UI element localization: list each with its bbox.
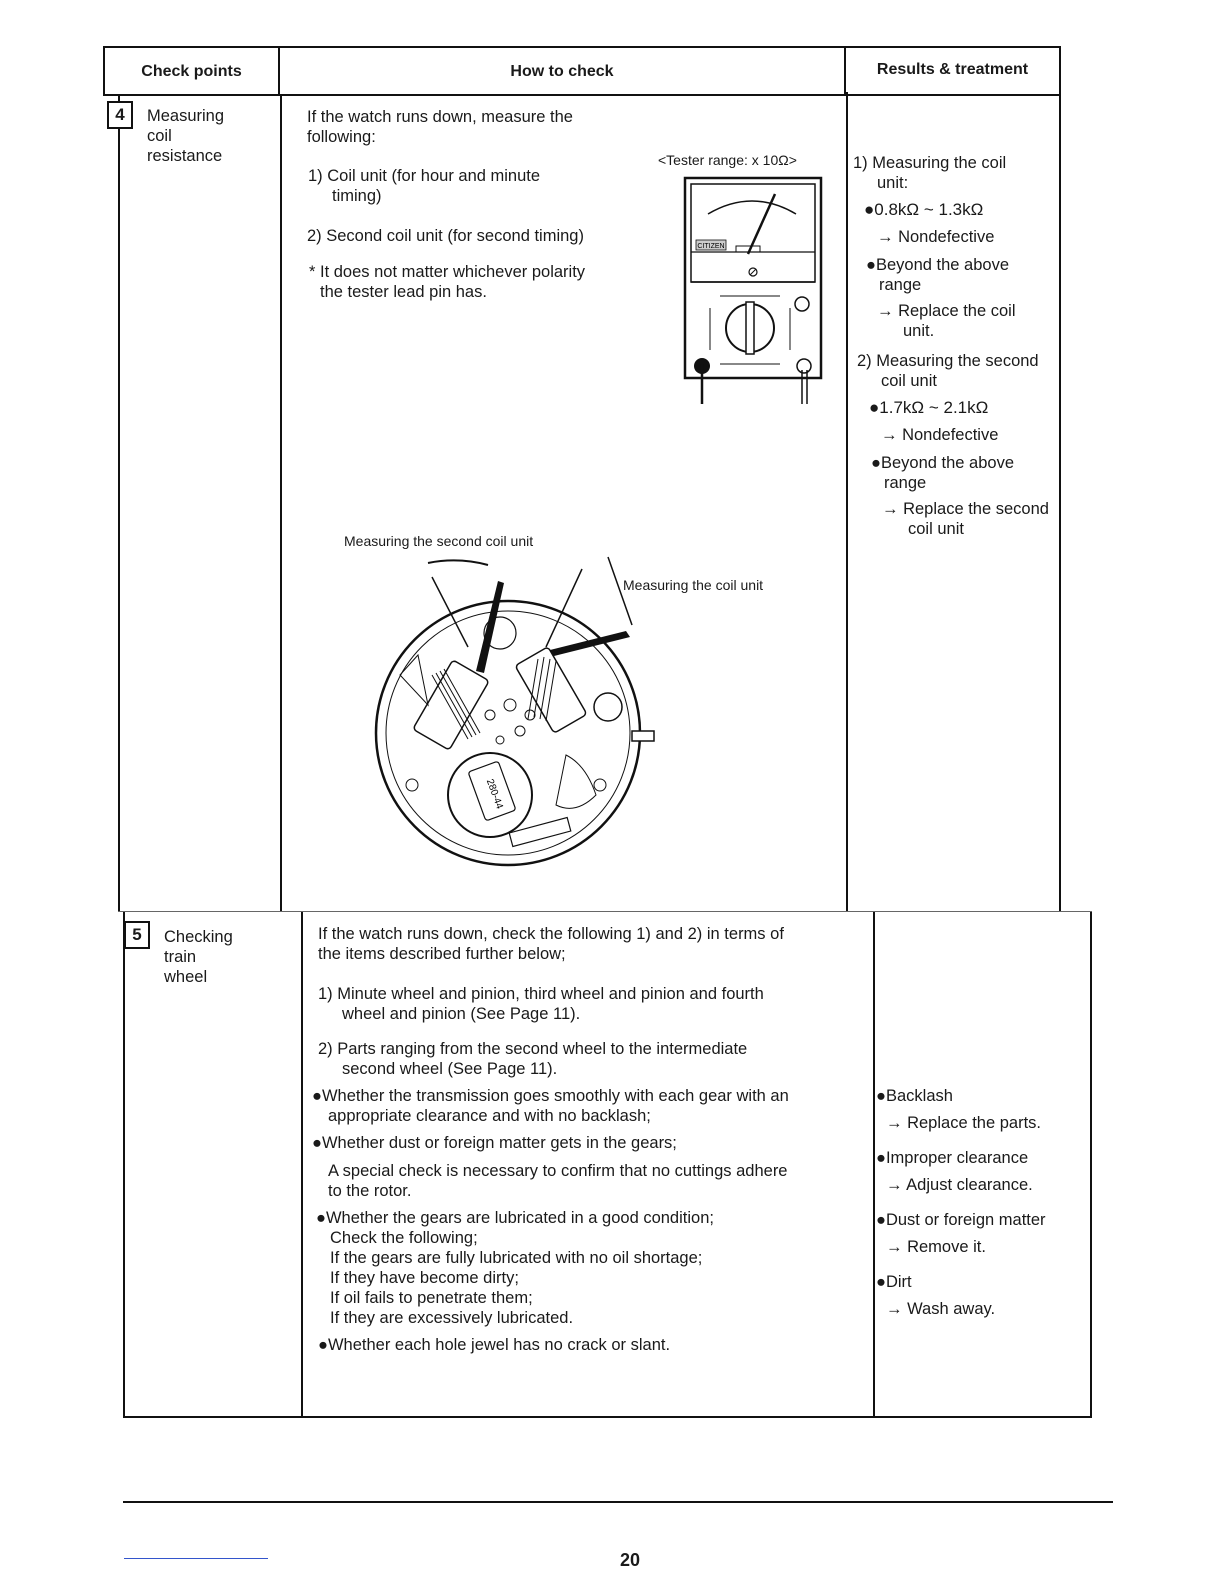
tester-range-label: <Tester range: x 10Ω>: [658, 152, 797, 168]
page-number: 20: [619, 1550, 641, 1570]
row4-intro: If the watch runs down, measure the following:: [307, 108, 573, 146]
header-check-points: Check points: [141, 63, 242, 80]
watch-movement-illustration: [370, 555, 670, 875]
row-number-4: 4: [107, 101, 133, 129]
row5-how-to-check: If the watch runs down, check the following 1) and 2) in terms of the items described further below; 1) Minute wheel and pinion, third wheel and pinion and fourth wheel and pinion (See Page 11). 2) Parts ranging from the second wheel to the intermediate second wheel (See Page 11). ●Whether the transmission goes smoothly with each gear with an appropriate clearance and with no backlash; ●Whether dust or foreign matter gets in the gears; A special check is necessary to confirm that no cuttings adhere to the rotor. ●Whether the gears are lubricated in a good condition; Check the following; If the gears are fully lubricated with no oil shortage; If they have become dirty; If oil fails to penetrate them; If they are excessively lubricated. ●Whether each hole jewel has no crack or slant.: [312, 925, 789, 1354]
row-number-5: 5: [124, 921, 150, 949]
row4-item1: 1) Coil unit (for hour and minute timing): [308, 167, 541, 205]
footer-link-rule: [124, 1558, 268, 1559]
movement-text: 280-44: [483, 777, 505, 811]
label-coil: Measuring the coil unit: [623, 577, 764, 593]
row5-results: ●Backlash → Replace the parts. ●Improper clearance → Adjust clearance. ●Dust or foreign matter → Remove it. ●Dirt → Wash away.: [876, 1087, 1046, 1318]
footer-rule: [123, 1501, 1113, 1503]
tester-brand: CITIZEN: [697, 243, 725, 250]
tester-illustration: [680, 174, 825, 406]
label-second-coil: Measuring the second coil unit: [344, 533, 534, 549]
row5-check-point: Checking train wheel: [164, 928, 233, 986]
header-results: Results & treatment: [876, 61, 1029, 78]
row4-check-point: Measuring coil resistance: [147, 107, 225, 165]
row4-results: 1) Measuring the coil unit: ●0.8kΩ ~ 1.3kΩ → Nondefective ●Beyond the above range → Replace the coil unit. 2) Measuring the second coil unit ●1.7kΩ ~ 2.1kΩ → Nondefective ●Beyond the above range → Replace the second coil unit: [853, 154, 1049, 538]
row4-item2: 2) Second coil unit (for second timing): [307, 227, 584, 245]
header-how-to-check: How to check: [510, 63, 614, 80]
row4-note: * It does not matter whichever polarity the tester lead pin has.: [309, 263, 586, 301]
